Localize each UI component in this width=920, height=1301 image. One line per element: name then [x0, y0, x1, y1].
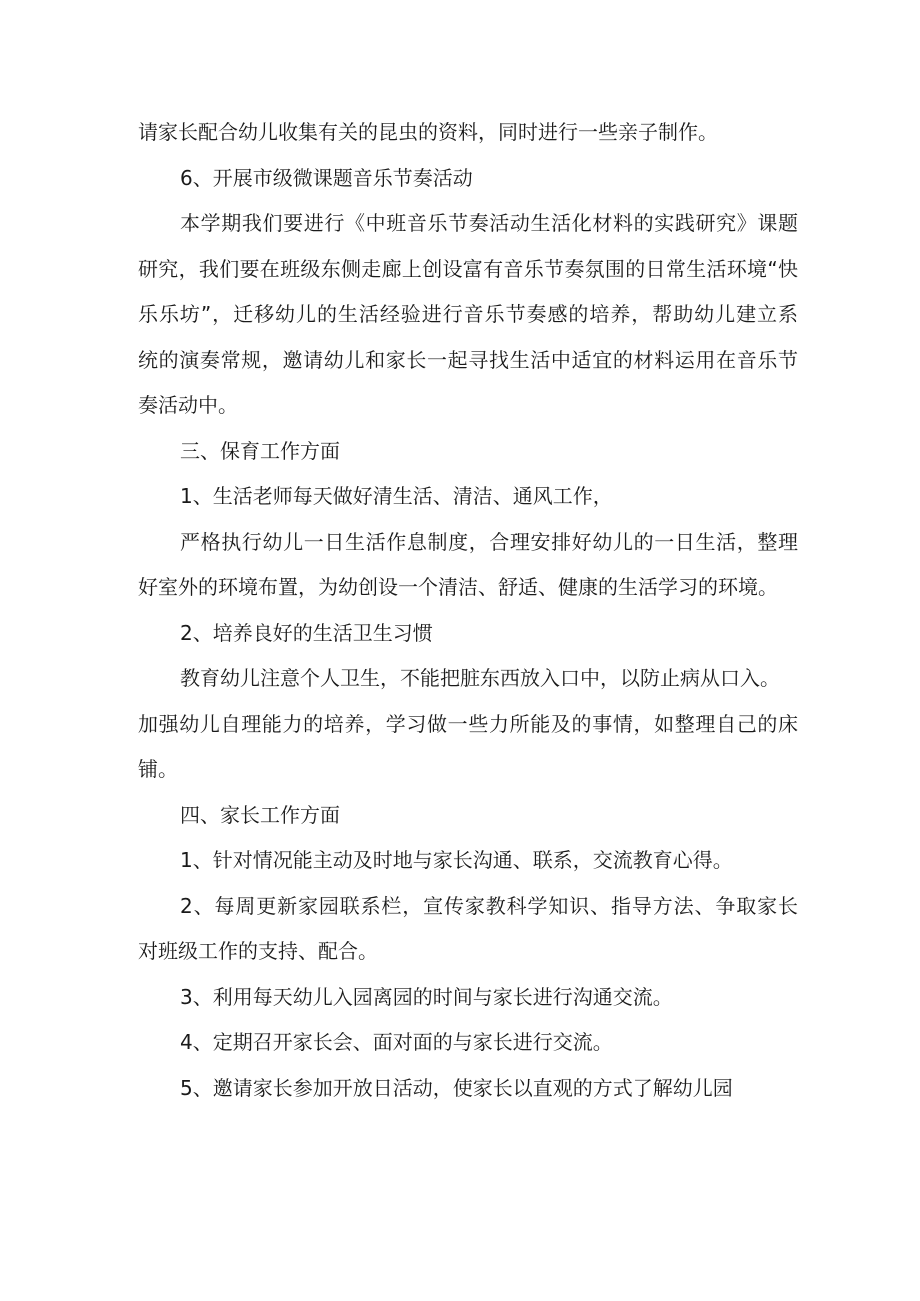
- text-line: 2、培养良好的生活卫生习惯: [180, 620, 433, 645]
- text-line: 奏活动中。: [138, 393, 238, 417]
- text-line: 4、定期召开家长会、面对面的与家长进行交流。: [180, 1030, 613, 1054]
- text-line: 本学期我们要进行《中班音乐节奏活动生活化材料的实践研究》课题: [180, 211, 798, 235]
- text-line: 三、保育工作方面: [180, 438, 340, 463]
- text-line: 铺。: [138, 757, 178, 781]
- text-line: 2、每周更新家园联系栏，宣传家教科学知识、指导方法、争取家长: [180, 893, 798, 918]
- text-line: 好室外的环境布置，为幼创设一个清洁、舒适、健康的生活学习的环境。: [138, 575, 778, 599]
- text-line: 1、针对情况能主动及时地与家长沟通、联系，交流教育心得。: [180, 848, 733, 872]
- text-line: 请家长配合幼儿收集有关的昆虫的资料，同时进行一些亲子制作。: [138, 120, 718, 144]
- document-body: [138, 110, 798, 1111]
- text-line: 研究，我们要在班级东侧走廊上创设富有音乐节奏氛围的日常生活环境“快: [138, 256, 798, 281]
- text-line: 乐乐坊”，迁移幼儿的生活经验进行音乐节奏感的培养，帮助幼儿建立系: [138, 302, 798, 326]
- text-line: 5、邀请家长参加开放日活动，使家长以直观的方式了解幼儿园: [180, 1075, 733, 1100]
- text-line: 6、开展市级微课题音乐节奏活动: [180, 165, 473, 190]
- text-line: 1、生活老师每天做好清生活、清洁、通风工作，: [180, 484, 613, 508]
- text-line: 加强幼儿自理能力的培养，学习做一些力所能及的事情，如整理自己的床: [138, 711, 798, 736]
- text-line: 教育幼儿注意个人卫生，不能把脏东西放入口中，以防止病从口入。: [180, 666, 780, 690]
- text-line: 统的演奏常规，邀请幼儿和家长一起寻找生活中适宜的材料运用在音乐节: [138, 347, 798, 372]
- text-line: 严格执行幼儿一日生活作息制度，合理安排好幼儿的一日生活，整理: [180, 529, 798, 554]
- text-line: 对班级工作的支持、配合。: [138, 939, 378, 963]
- text-line: 四、家长工作方面: [180, 802, 340, 827]
- text-line: 3、利用每天幼儿入园离园的时间与家长进行沟通交流。: [180, 984, 673, 1009]
